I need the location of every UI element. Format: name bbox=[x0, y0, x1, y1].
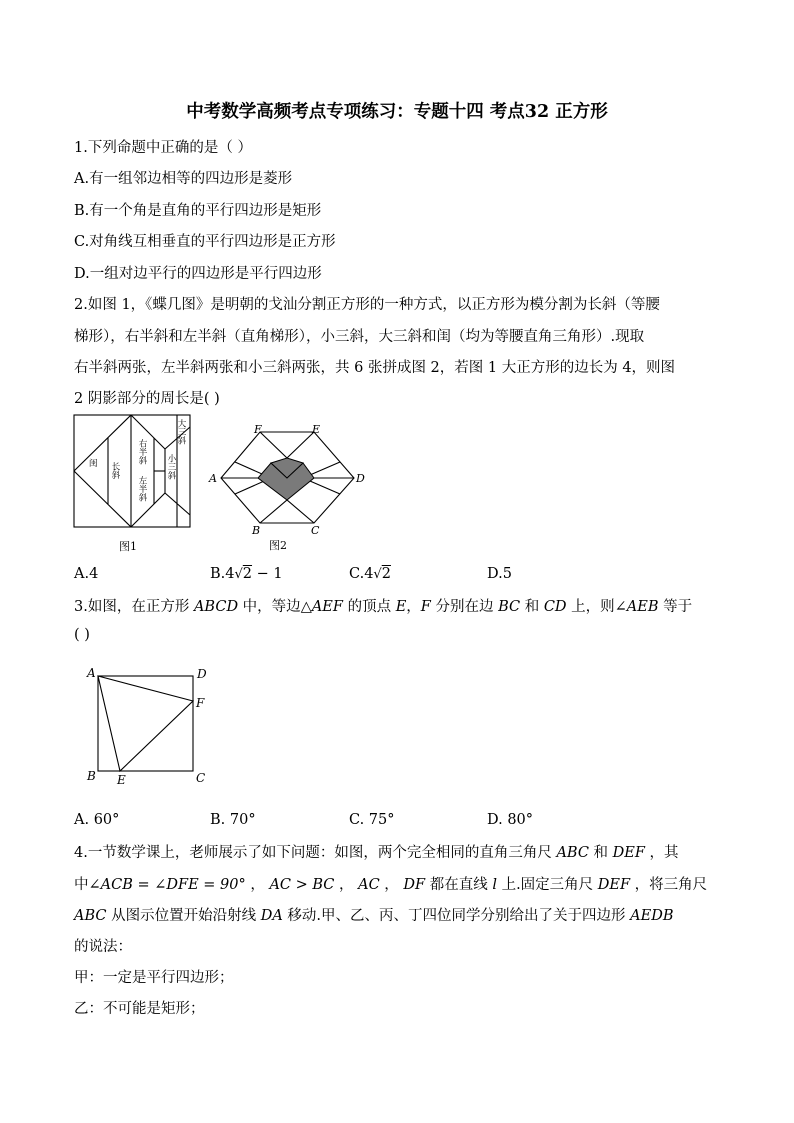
fig1-label-xiaosanxie: 小三斜 bbox=[166, 454, 176, 480]
fig2-point-f: F bbox=[254, 423, 262, 436]
q2-figure-2 bbox=[205, 420, 370, 555]
q4-line-4: 的说法： bbox=[74, 939, 132, 955]
q3-point-b: B bbox=[87, 769, 96, 783]
q3-option-d[interactable]: D. 80° bbox=[487, 812, 534, 828]
fig1-caption: 图1 bbox=[119, 540, 137, 553]
q4-line-3: ABC 从图示位置开始沿射线 DA 移动.甲、乙、丙、丁四位同学分别给出了关于四边形 AEDB bbox=[74, 908, 674, 924]
q3-stem: 3.如图，在正方形 ABCD 中，等边△AEF 的顶点 E，F 分别在边 BC 和 CD 上，则∠AEB 等于 bbox=[74, 599, 693, 615]
fig2-point-e: E bbox=[312, 423, 321, 436]
page-title: 中考数学高频考点专项练习：专题十四 考点32 正方形 bbox=[186, 102, 608, 122]
q4-statement-jia: 甲：一定是平行四边形； bbox=[74, 970, 234, 986]
fig1-label-zuobanxie: 左半斜 bbox=[137, 476, 147, 502]
fig1-label-changxie: 长斜 bbox=[110, 462, 120, 479]
q2-option-d[interactable]: D.5 bbox=[487, 566, 512, 582]
q2-option-c[interactable]: C.4√2 bbox=[349, 566, 391, 582]
q1-option-a[interactable]: A.有一组邻边相等的四边形是菱形 bbox=[74, 171, 293, 187]
fig2-point-d: D bbox=[356, 472, 365, 485]
fig1-label-gui: 闺 bbox=[89, 459, 98, 469]
q4-line-2: 中∠ACB = ∠DFE = 90° ， AC > BC ， AC ， DF 都在直线 l 上.固定三角尺 DEF ，将三角尺 bbox=[74, 877, 708, 893]
fig2-point-b: B bbox=[252, 524, 261, 537]
fig2-caption: 图2 bbox=[269, 539, 287, 552]
q3-point-d: D bbox=[197, 667, 207, 681]
fig1-label-youbanxie: 右半斜 bbox=[137, 439, 147, 465]
q2-line-3: 右半斜两张，左半斜两张和小三斜两张，共 6 张拼成图 2，若图 1 大正方形的边长为 4，则图 bbox=[74, 360, 676, 376]
q2-option-b[interactable]: B.4√2 − 1 bbox=[210, 566, 283, 582]
q3-option-a[interactable]: A. 60° bbox=[74, 812, 120, 828]
q3-option-b[interactable]: B. 70° bbox=[210, 812, 256, 828]
q3-point-f: F bbox=[196, 696, 205, 710]
fig1-label-dasanxie: 大三斜 bbox=[176, 419, 186, 445]
q1-stem: 1.下列命题中正确的是（ ） bbox=[74, 140, 252, 156]
q1-option-c[interactable]: C.对角线互相垂直的平行四边形是正方形 bbox=[74, 234, 336, 250]
q4-statement-yi: 乙：不可能是矩形； bbox=[74, 1001, 205, 1017]
q3-option-c[interactable]: C. 75° bbox=[349, 812, 395, 828]
q2-figure-1 bbox=[73, 414, 193, 554]
q3-figure bbox=[85, 664, 215, 789]
fig2-point-c: C bbox=[311, 524, 320, 537]
q1-option-d[interactable]: D.一组对边平行的四边形是平行四边形 bbox=[74, 266, 322, 282]
q1-option-b[interactable]: B.有一个角是直角的平行四边形是矩形 bbox=[74, 203, 322, 219]
q2-line-4: 2 阴影部分的周长是( ) bbox=[74, 391, 220, 407]
fig2-point-a: A bbox=[209, 472, 217, 485]
q4-line-1: 4.一节数学课上，老师展示了如下问题：如图，两个完全相同的直角三角尺 ABC 和 DEF ，其 bbox=[74, 845, 679, 861]
q2-line-2: 梯形），右半斜和左半斜（直角梯形），小三斜，大三斜和闺（均为等腰直角三角形）.现取 bbox=[74, 329, 645, 345]
q3-point-c: C bbox=[196, 771, 206, 785]
q2-option-a[interactable]: A.4 bbox=[74, 566, 99, 582]
q3-point-a: A bbox=[87, 666, 96, 680]
q3-point-e: E bbox=[117, 773, 126, 787]
q2-line-1: 2.如图 1，《蝶几图》是明朝的戈汕分割正方形的一种方式，以正方形为模分割为长斜（等腰 bbox=[74, 297, 660, 313]
q3-paren: ( ) bbox=[74, 627, 90, 643]
